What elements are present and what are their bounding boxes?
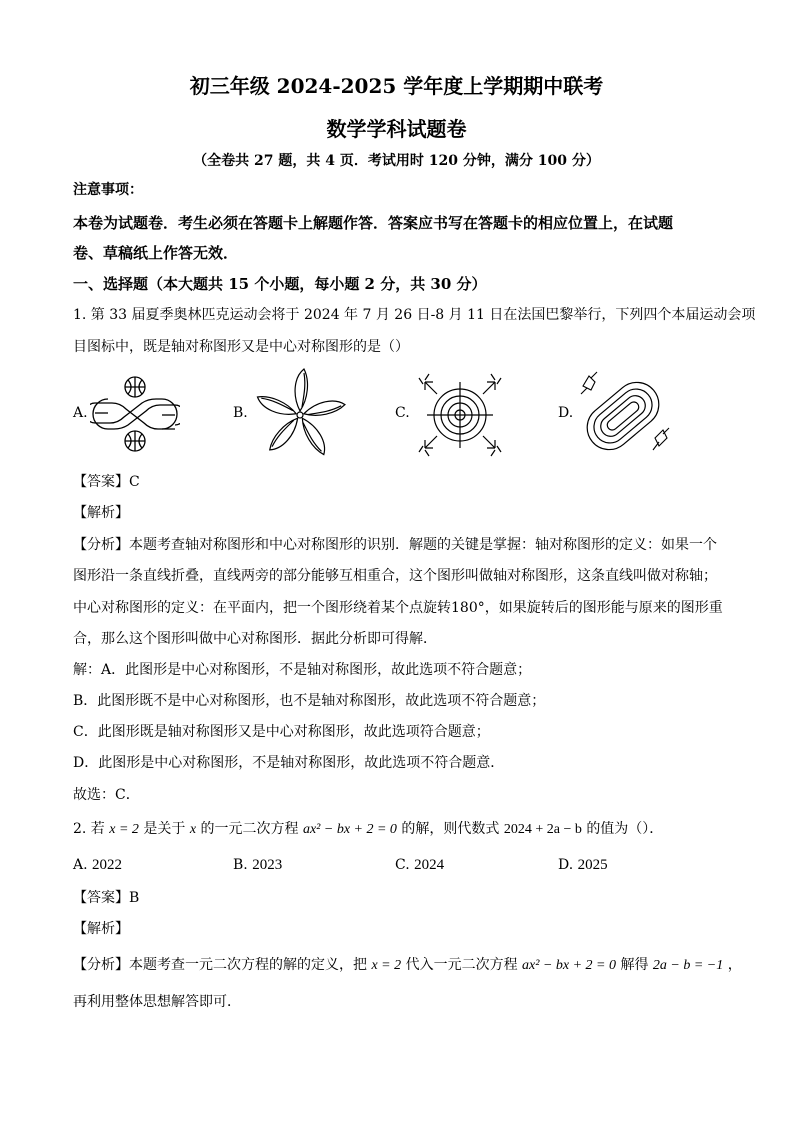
q2-stem-suffix: 的值为（）． xyxy=(586,821,664,837)
notice-heading: 注意事项： xyxy=(73,182,143,198)
q2-stem-text: 的一元二次方程 xyxy=(200,821,299,837)
q1-solution-line: B．此图形既不是中心对称图形，也不是轴对称图形，故此选项不符合题意； xyxy=(73,693,546,709)
exam-title: 初三年级 2024-2025 学年度上学期期中联考 xyxy=(189,74,604,98)
q1-option-b-figure xyxy=(254,365,346,465)
q1-option-b-label: B. xyxy=(233,405,248,421)
q1-option-d-label: D. xyxy=(558,405,574,421)
q1-analysis-label: 【解析】 xyxy=(73,505,129,521)
q1-option-a-figure xyxy=(90,373,180,455)
q2-analysis-text: 解得 xyxy=(620,957,649,973)
q2-option-c xyxy=(395,857,444,874)
q1-analysis-line: 中心对称图形的定义：在平面内，把一个图形绕着某个点旋转180°，如果旋转后的图形能与原来的图形重 xyxy=(73,600,723,616)
q2-equation-math: ax² − bx + 2 = 0 xyxy=(302,822,397,837)
q2-option-d xyxy=(558,857,608,874)
q2-analysis-condition: x = 2 xyxy=(371,958,402,973)
q2-stem-text: 是关于 xyxy=(143,821,186,837)
q2-answer: 【答案】B xyxy=(73,890,140,906)
q1-stem-line1: 1. 第 33 届夏季奥林匹克运动会将于 2024 年 7 月 26 日-8 月 11 日在法国巴黎举行，下列四个本届运动会项 xyxy=(73,307,756,323)
q2-stem-prefix: 2. 若 xyxy=(73,821,105,837)
q1-analysis-line: 合，那么这个图形叫做中心对称图形．据此分析即可得解． xyxy=(73,631,437,647)
q1-option-c-label: C. xyxy=(395,405,410,421)
q2-analysis-text: 代入一元二次方程 xyxy=(405,957,518,973)
notice-body-line1: 本卷为试题卷．考生必须在答题卡上解题作答．答案应书写在答题卡的相应位置上，在试题 xyxy=(73,214,674,232)
q2-option-value: 2024 xyxy=(414,857,445,873)
q2-analysis-equation: ax² − bx + 2 = 0 xyxy=(522,958,616,973)
exam-subject-title: 数学学科试题卷 xyxy=(326,117,467,141)
q2-expression-math: 2024 + 2a − b xyxy=(503,822,582,837)
q2-option-value: 2023 xyxy=(252,857,283,873)
q1-answer: 【答案】C xyxy=(73,474,140,490)
q2-option-label: A. xyxy=(73,857,88,873)
q2-option-a xyxy=(73,857,122,874)
q2-option-label: C. xyxy=(395,857,410,873)
q2-option-b xyxy=(233,857,282,874)
q1-analysis-line: 【分析】本题考查轴对称图形和中心对称图形的识别．解题的关键是掌握：轴对称图形的定义：如果一个 xyxy=(73,537,717,553)
q1-option-d-figure xyxy=(575,368,671,464)
q2-variable-math: x xyxy=(189,822,197,837)
q2-option-value: 2022 xyxy=(92,857,123,873)
q2-analysis-line2: 再利用整体思想解答即可． xyxy=(73,994,241,1010)
q1-conclusion: 故选：C． xyxy=(73,787,140,803)
q1-option-a-label: A. xyxy=(73,405,88,421)
q2-option-value: 2025 xyxy=(577,857,608,873)
q2-option-label: B. xyxy=(233,857,248,873)
q1-stem-line2: 目图标中，既是轴对称图形又是中心对称图形的是（） xyxy=(73,339,409,355)
section-heading: 一、选择题（本大题共 15 个小题，每小题 2 分，共 30 分） xyxy=(73,275,487,293)
q1-solution-line: 解：A．此图形是中心对称图形，不是轴对称图形，故此选项不符合题意； xyxy=(73,662,532,678)
q2-analysis-line1 xyxy=(73,955,742,976)
q1-solution-line: D．此图形是中心对称图形，不是轴对称图形，故此选项不符合题意． xyxy=(73,755,505,771)
q2-condition-math: x = 2 xyxy=(109,822,139,837)
q1-solution-line: C．此图形既是轴对称图形又是中心对称图形，故此选项符合题意； xyxy=(73,724,490,740)
q2-stem-text: 的解，则代数式 xyxy=(401,821,500,837)
q2-analysis-text: ， xyxy=(727,957,742,973)
q2-analysis-label: 【解析】 xyxy=(73,921,129,937)
q2-analysis-result: 2a − b = −1 xyxy=(652,958,724,973)
q2-stem xyxy=(73,819,723,840)
notice-body-line2: 卷、草稿纸上作答无效． xyxy=(73,244,239,262)
q2-analysis-text: 【分析】本题考查一元二次方程的解的定义，把 xyxy=(73,957,367,973)
q1-analysis-line: 图形沿一条直线折叠，直线两旁的部分能够互相重合，这个图形叫做轴对称图形，这条直线叫做对称轴； xyxy=(73,568,717,584)
exam-info: （全卷共 27 题，共 4 页．考试用时 120 分钟，满分 100 分） xyxy=(193,153,600,169)
q2-option-label: D. xyxy=(558,857,574,873)
q1-option-c-figure xyxy=(415,370,505,460)
